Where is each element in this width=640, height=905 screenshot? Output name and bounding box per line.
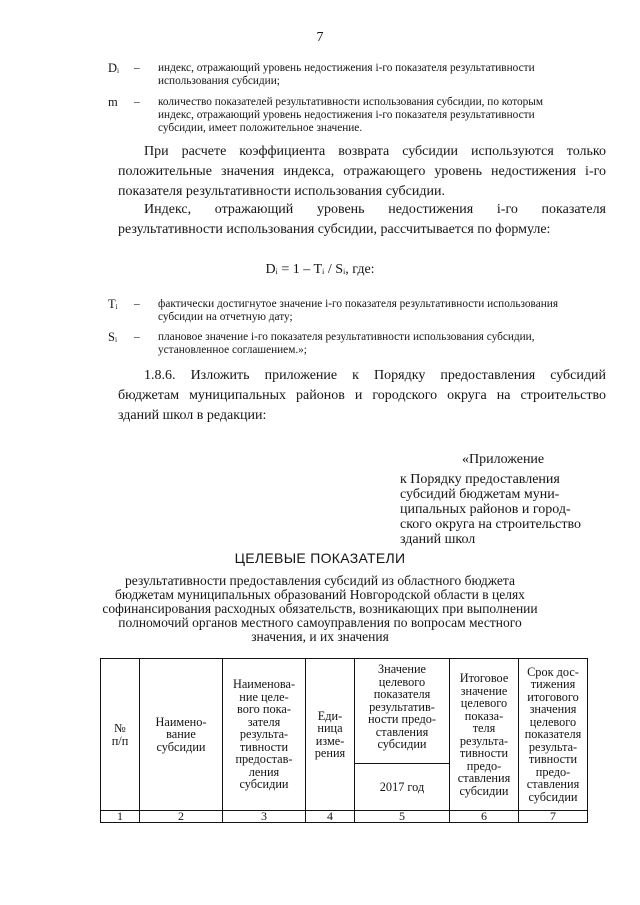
header-line: ставления (526, 777, 580, 792)
document-title: ЦЕЛЕВЫЕ ПОКАЗАТЕЛИ (234, 550, 406, 566)
paragraph-line: 1.8.6. Изложить приложение к Порядку предоставления субсидий (144, 368, 606, 383)
definition-line: количество показателей результативности использования субсидии, по которым (158, 96, 544, 108)
header-line: субсидии (239, 777, 289, 792)
paragraph-line: результативности использования субсидии, рассчитывается по формуле: (118, 222, 551, 237)
appendix-line: зданий школ (400, 532, 476, 547)
header-line: значения (529, 702, 577, 717)
header-line: ности предо- (367, 712, 437, 726)
header-line: № (114, 721, 126, 735)
header-cell-deadline (519, 659, 588, 811)
header-line: ница (317, 721, 343, 735)
header-line: целевого (460, 696, 508, 710)
header-line: итогового (527, 689, 579, 704)
column-number-cell: 2 (140, 811, 223, 823)
paragraph-line: Индекс, отражающий уровень недостижения i-го показателя (144, 202, 606, 217)
header-line: предостав- (235, 752, 293, 767)
header-line: значение (460, 683, 508, 698)
column-number-cell: 5 (355, 811, 450, 823)
table-header-row (101, 659, 588, 764)
header-cell-unit (306, 659, 355, 811)
header-line: рения (314, 746, 346, 760)
definition-dash: – (134, 298, 140, 310)
header-line: показа- (464, 708, 504, 723)
header-line: субсидии (528, 789, 578, 804)
paragraph-index-formula-intro (118, 200, 606, 240)
header-cell-number (101, 659, 140, 811)
header-line: субсидии (377, 737, 427, 751)
header-line: ставления (457, 771, 511, 785)
header-line: вание (166, 727, 196, 742)
page-number: 7 (316, 30, 324, 45)
definition-text (158, 331, 628, 357)
header-line: предо- (466, 758, 502, 773)
definition-dash: – (134, 96, 140, 108)
header-line: показателя (524, 727, 582, 742)
header-line: п/п (111, 733, 129, 748)
subtitle-line: софинансирования расходных обязательств, возникающих при выполнении (102, 601, 538, 616)
header-line: целевого (378, 674, 426, 689)
definition-text (158, 298, 628, 324)
subtitle-line: бюджетам муниципальных образований Новгородской области в целях (115, 587, 525, 602)
header-line: вого пока- (237, 702, 291, 717)
appendix-heading (400, 452, 581, 547)
definition-symbol: Sᵢ (108, 330, 117, 344)
definition-line: фактически достигнутое значение i-го показателя результативности использования (158, 298, 559, 310)
header-line: Итоговое (459, 671, 509, 685)
column-number-cell: 7 (519, 811, 588, 823)
header-line: Наименова- (232, 677, 296, 692)
appendix-line: субсидий бюджетам муни- (400, 487, 560, 502)
header-cell-year: 2017 год (355, 764, 450, 811)
appendix-line: ципальных районов и город- (400, 502, 571, 517)
header-line: зателя (247, 714, 281, 729)
definition-line: использования субсидии; (158, 75, 280, 87)
header-cell-indicator-name (223, 659, 306, 811)
column-number-cell: 6 (450, 811, 519, 823)
header-line: субсидии (156, 739, 206, 754)
definition-line: индекс, отражающий уровень недостижения i-го показателя результативности (158, 62, 535, 74)
header-line: результа- (239, 727, 289, 742)
definition-dash: – (134, 331, 140, 343)
paragraph-line: зданий школ в редакции: (118, 408, 267, 423)
document-subtitle (100, 574, 540, 644)
header-line: результа- (528, 739, 578, 754)
column-number-cell: 1 (101, 811, 140, 823)
paragraph-line: При расчете коэффициента возврата субсидии используются только (144, 144, 606, 159)
header-line: Значение (378, 662, 426, 676)
header-line: ления (248, 764, 280, 779)
definition-text (158, 62, 628, 88)
header-line: Еди- (317, 708, 343, 723)
header-line: результатив- (369, 699, 435, 714)
appendix-line: к Порядку предоставления (400, 472, 560, 487)
header-line: тижения (530, 677, 576, 692)
definition-line: установленное соглашением.»; (158, 344, 307, 356)
header-line: субсидии (459, 783, 509, 798)
column-number-cell: 3 (223, 811, 306, 823)
header-line: результа- (459, 733, 509, 748)
paragraph-line: бюджетам муниципальных районов и городского округа на строительство (118, 388, 606, 403)
column-number-cell: 4 (306, 811, 355, 823)
header-line: Срок дос- (527, 664, 579, 679)
indicators-table (100, 658, 588, 823)
definition-line: субсидии, имеет положительное значение. (158, 122, 363, 134)
definition-line: индекс, отражающий уровень недостижения i-го показателя результативности (158, 109, 535, 121)
header-line: Наимено- (155, 714, 207, 729)
table-column-numbers-row (101, 811, 588, 823)
appendix-line: ского округа на строительство (400, 517, 582, 532)
subtitle-line: значения, и их значения (251, 629, 389, 644)
definition-line: плановое значение i-го показателя результативности использования субсидии, (158, 331, 535, 343)
appendix-label: «Приложение (462, 452, 545, 467)
paragraph-line: показателя результативности использования субсидии. (118, 184, 445, 199)
definition-dash: – (134, 62, 140, 74)
header-line: тивности (459, 746, 509, 760)
definition-line: субсидии на отчетную дату; (158, 311, 293, 323)
definition-symbol: m (108, 95, 118, 109)
header-line: тивности (528, 752, 578, 767)
paragraph-amendment (118, 366, 606, 426)
index-formula: Dᵢ = 1 – Tᵢ / Sᵢ, где: (265, 262, 375, 277)
header-line: предо- (535, 764, 571, 779)
header-cell-target-value (355, 659, 450, 764)
subtitle-line: результативности предоставления субсидий из областного бюджета (125, 573, 515, 588)
definition-symbol: Dᵢ (108, 61, 120, 75)
header-cell-subsidy-name (140, 659, 223, 811)
header-cell-final-value (450, 659, 519, 811)
header-line: ставления (375, 724, 429, 739)
header-line: ние целе- (239, 689, 289, 704)
paragraph-refund-coefficient (118, 142, 606, 202)
definition-symbol: Tᵢ (108, 297, 118, 311)
header-line: целевого (529, 714, 577, 729)
header-line: тивности (239, 739, 289, 754)
header-line: теля (472, 721, 496, 735)
header-line: изме- (315, 733, 345, 748)
paragraph-line: положительные значения индекса, отражающего уровень недостижения i-го (118, 164, 606, 179)
subtitle-line: полномочий органов местного самоуправления по вопросам местного (118, 615, 522, 630)
definition-text (158, 96, 628, 135)
header-line: показателя (373, 687, 431, 701)
